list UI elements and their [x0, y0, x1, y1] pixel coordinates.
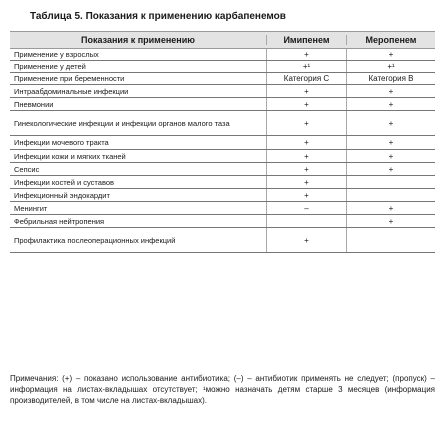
- row-meropenem: +¹: [346, 61, 435, 72]
- row-meropenem: +: [346, 111, 435, 135]
- row-meropenem: +: [346, 150, 435, 162]
- row-indication: Профилактика послеоперационных инфекций: [14, 235, 176, 245]
- table-row: [10, 85, 435, 98]
- row-imipenem: +: [266, 163, 346, 175]
- header-indication: Показания к применению: [81, 35, 195, 45]
- table-row: [10, 176, 435, 189]
- table-row: [10, 189, 435, 202]
- row-imipenem: +: [266, 98, 346, 110]
- row-imipenem: –: [266, 202, 346, 214]
- row-indication: Инфекционный эндокардит: [14, 190, 110, 200]
- row-indication: Интраабдоминальные инфекции: [14, 86, 129, 96]
- row-imipenem: +: [266, 189, 346, 201]
- row-imipenem: +¹: [266, 61, 346, 72]
- row-imipenem: +: [266, 85, 346, 97]
- table-row: [10, 49, 435, 61]
- row-indication: Пневмонии: [14, 99, 54, 109]
- row-indication: Сепсис: [14, 164, 40, 174]
- indications-table: [10, 31, 435, 253]
- row-imipenem: +: [266, 136, 346, 149]
- table-row: [10, 61, 435, 73]
- header-meropenem: Меропенем: [346, 35, 435, 45]
- row-meropenem: [346, 228, 435, 252]
- row-indication: Гинекологические инфекции и инфекции органов малого таза: [14, 118, 230, 128]
- table-row: [10, 215, 435, 228]
- row-imipenem: +: [266, 111, 346, 135]
- row-meropenem: +: [346, 215, 435, 227]
- row-imipenem: +: [266, 228, 346, 252]
- row-imipenem: +: [266, 150, 346, 162]
- row-imipenem: +: [266, 49, 346, 60]
- row-indication: Применение при беременности: [14, 74, 125, 83]
- row-meropenem: +: [346, 163, 435, 175]
- row-meropenem: +: [346, 136, 435, 149]
- row-imipenem: [266, 215, 346, 227]
- table-title: Таблица 5. Показания к применению карбапенемов: [30, 11, 286, 22]
- row-imipenem: +: [266, 176, 346, 188]
- table-body: [10, 49, 435, 253]
- row-indication: Менингит: [14, 203, 48, 213]
- row-meropenem: [346, 176, 435, 188]
- row-indication: Инфекции кожи и мягких тканей: [14, 151, 126, 161]
- row-indication: Фебрильная нейтропения: [14, 216, 105, 226]
- row-indication: Применение у детей: [14, 62, 86, 71]
- row-meropenem: Категория В: [346, 73, 435, 84]
- table-row: [10, 98, 435, 111]
- table-notes: Примечания: (+) – показано использование антибиотика; (–) – антибиотик применять не следует; (пропуск) – информация на листах-вкладышах отсутствует; ¹можно назначать детям старше 3 месяцев (информация производителей, в том числе на листах-вкладышах).: [10, 374, 435, 405]
- table-row: [10, 228, 435, 253]
- table-row: [10, 202, 435, 215]
- row-imipenem: Категория С: [266, 73, 346, 84]
- row-indication: Инфекции костей и суставов: [14, 177, 115, 187]
- row-meropenem: +: [346, 98, 435, 110]
- row-indication: Инфекции мочевого тракта: [14, 138, 109, 147]
- table-header: [10, 31, 435, 49]
- table-row: [10, 163, 435, 176]
- table-row: [10, 73, 435, 85]
- row-meropenem: [346, 189, 435, 201]
- table-row: [10, 150, 435, 163]
- table-row: [10, 136, 435, 150]
- row-meropenem: +: [346, 85, 435, 97]
- row-meropenem: +: [346, 49, 435, 60]
- table-row: [10, 111, 435, 136]
- row-indication: Применение у взрослых: [14, 50, 99, 59]
- row-meropenem: +: [346, 202, 435, 214]
- header-imipenem: Имипенем: [266, 35, 346, 45]
